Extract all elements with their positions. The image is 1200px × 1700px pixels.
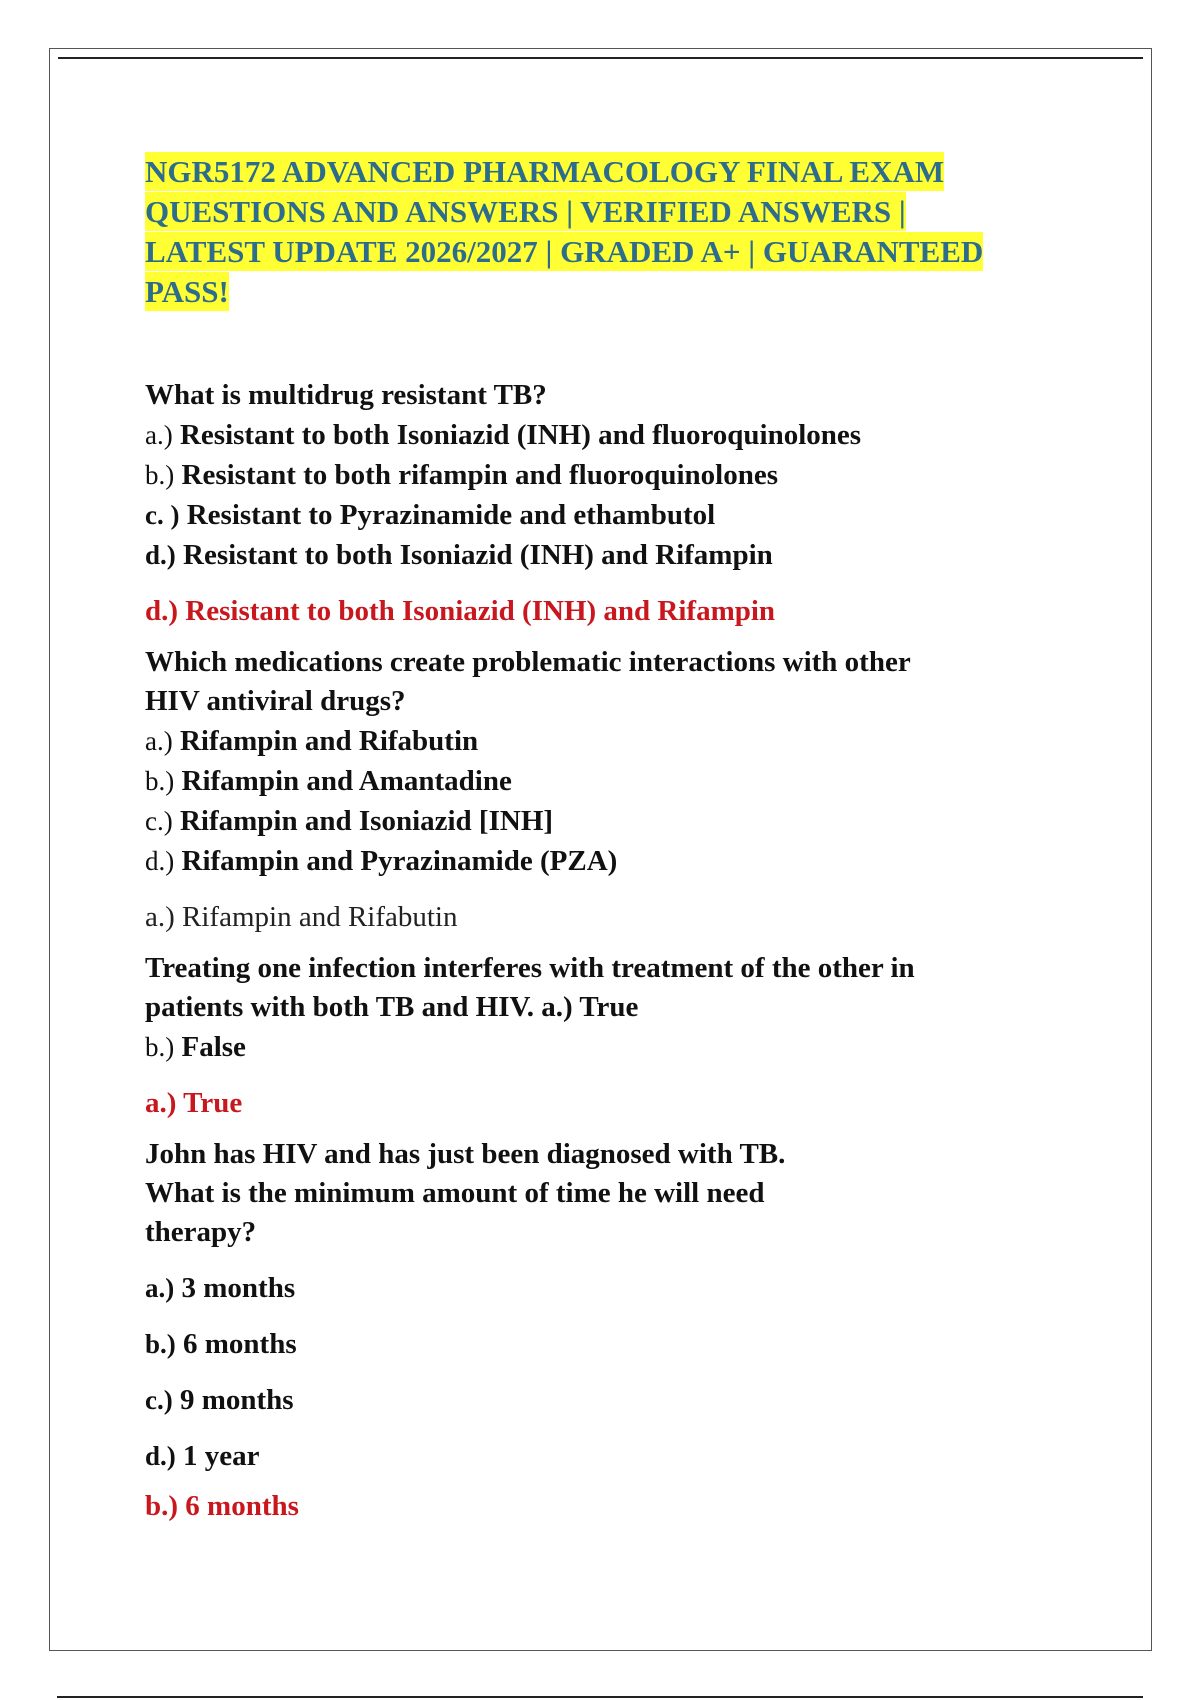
top-rule [58,57,1143,59]
option-text: Resistant to both Isoniazid (INH) and fluoroquinolones [179,419,862,451]
option-c [145,1380,1045,1420]
option-text: False [181,1031,246,1063]
option-letter: b.) [145,1329,176,1359]
question-line: John has HIV and has just been diagnosed with TB. [145,1138,786,1170]
option-letter: d.) [145,540,176,570]
question-line: HIV antiviral drugs? [145,685,406,717]
question-text [145,643,1045,721]
option-c [145,495,1045,535]
answer-text: b.) 6 months [145,1490,299,1522]
option-letter: c.) [145,1385,173,1415]
question-block-3 [145,949,1045,1123]
title-line: LATEST UPDATE 2026/2027 | GRADED A+ | GUARANTEED [145,234,984,269]
option-a [145,1268,1045,1308]
question-line: Treating one infection interferes with treatment of the other in [145,952,915,984]
option-letter: d.) [145,846,175,876]
option-text: Rifampin and Isoniazid [INH] [179,805,554,837]
option-letter: b.) [145,766,175,796]
title-line: PASS! [145,274,229,309]
option-text: 6 months [183,1328,297,1360]
option-c [145,801,1045,841]
option-b [145,1027,1045,1067]
question-line: therapy? [145,1216,257,1248]
option-text: Rifampin and Amantadine [181,765,512,797]
option-letter: a.) [145,726,173,756]
option-letter: d.) [145,1441,176,1471]
option-letter: b.) [145,1032,175,1062]
option-text: Resistant to both rifampin and fluoroquinolones [181,459,778,491]
question-block-2 [145,643,1045,937]
option-letter: a.) [145,1273,175,1303]
option-b [145,1324,1045,1364]
question-text [145,1135,1045,1252]
bottom-rule [57,1696,1143,1698]
option-a [145,415,1045,455]
question-text [145,949,1045,1027]
answer-text: a.) True [145,1087,243,1119]
question-line: What is the minimum amount of time he will need [145,1177,765,1209]
question-block-1 [145,376,1045,631]
option-text: 9 months [179,1384,294,1416]
option-text: 3 months [181,1272,296,1304]
answer-text: d.) Resistant to both Isoniazid (INH) and Rifampin [145,595,776,627]
option-d [145,1436,1045,1476]
answer-text: a.) Rifampin and Rifabutin [145,901,458,933]
question-line: patients with both TB and HIV. a.) True [145,991,639,1023]
option-text: Resistant to Pyrazinamide and ethambutol [186,499,716,531]
option-letter: b.) [145,460,175,490]
question-block-4 [145,1135,1045,1526]
option-d [145,841,1045,881]
option-letter: c.) [145,806,173,836]
option-text: Rifampin and Pyrazinamide (PZA) [181,845,618,877]
option-b [145,761,1045,801]
title-line: NGR5172 ADVANCED PHARMACOLOGY FINAL EXAM [145,154,945,189]
document-title [145,152,1045,312]
title-line: QUESTIONS AND ANSWERS | VERIFIED ANSWERS | [145,194,906,229]
option-a [145,721,1045,761]
option-text: 1 year [183,1440,260,1472]
option-letter: a.) [145,420,173,450]
question-line: Which medications create problematic interactions with other [145,646,911,678]
option-text: Resistant to both Isoniazid (INH) and Rifampin [183,539,773,571]
option-b [145,455,1045,495]
option-text: Rifampin and Rifabutin [179,725,479,757]
document-content [145,152,1045,1538]
question-text: What is multidrug resistant TB? [145,379,547,411]
option-d [145,535,1045,575]
option-letter: c. ) [145,500,180,530]
